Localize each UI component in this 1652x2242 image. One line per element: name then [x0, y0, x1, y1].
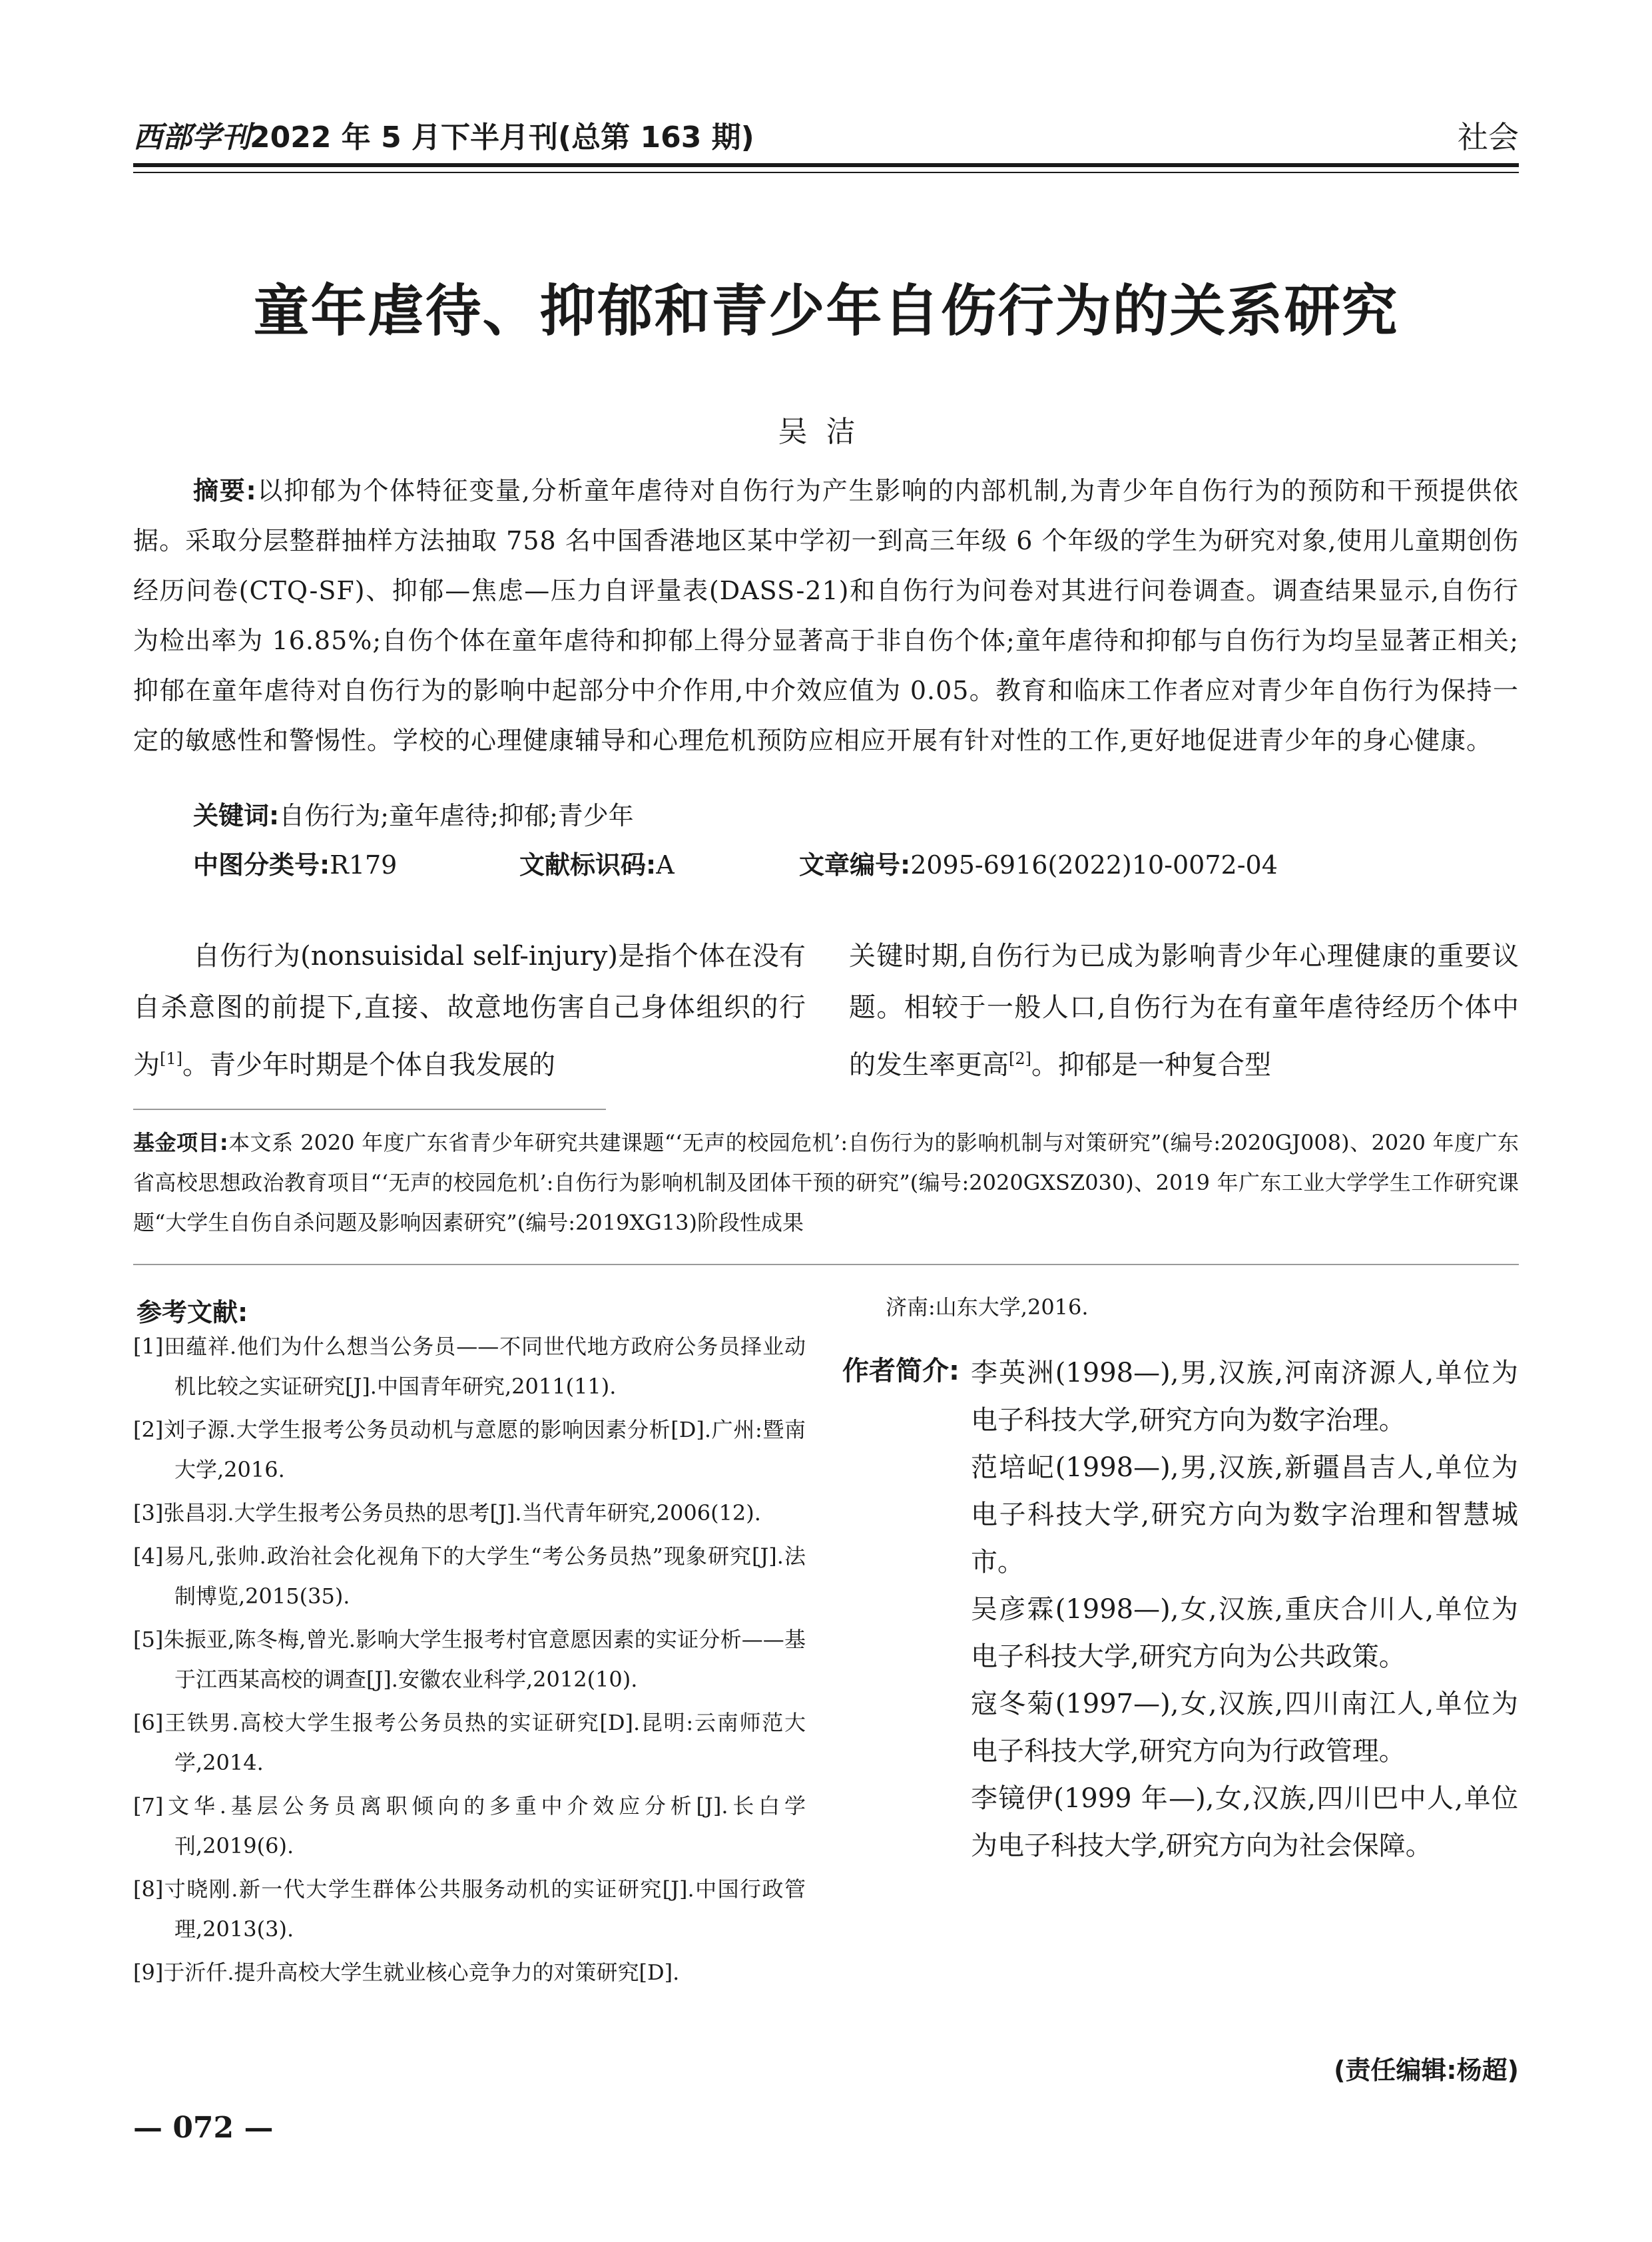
- article-no-value: 2095-6916(2022)10-0072-04: [910, 850, 1278, 880]
- author-bio: 李英洲(1998—),男,汉族,河南济源人,单位为电子科技大学,研究方向为数字治理。: [971, 1358, 1518, 1436]
- reference-item: [7]文华.基层公务员离职倾向的多重中介效应分析[J].长白学刊,2019(6).: [133, 1793, 806, 1858]
- header-rule-thick: [133, 163, 1519, 167]
- header-rule-thin: [133, 172, 1519, 173]
- author-bio: 范培屺(1998—),男,汉族,新疆昌吉人,单位为电子科技大学,研究方向为数字治理和智慧城市。: [971, 1452, 1518, 1577]
- reference-item: [5]朱振亚,陈冬梅,曾光.影响大学生报考村官意愿因素的实证分析——基于江西某高校的调查[J].安徽农业科学,2012(10).: [133, 1627, 806, 1692]
- reference-item: [8]寸晓刚.新一代大学生群体公共服务动机的实证研究[J].中国行政管理,2013(3).: [133, 1876, 806, 1942]
- references-heading: 参考文献:: [137, 1298, 248, 1327]
- classification-row: [193, 844, 1519, 884]
- abstract: [133, 466, 1519, 766]
- article-author: 吴洁: [778, 415, 874, 449]
- abstract-text: 以抑郁为个体特征变量,分析童年虐待对自伤行为产生影响的内部机制,为青少年自伤行为的预防和干预提供依据。采取分层整群抽样方法抽取 758 名中国香港地区某中学初一到高三年级 6 个年级的学生为研究对象,使用儿童期创伤经历问卷(CTQ-SF)、抑郁—焦虑—压力自评量表(DASS-21)和自伤行为问卷对其进行问卷调查。调查结果显示,自伤行为检出率为 16.85%;自伤个体在童年虐待和抑郁上得分显著高于非自伤个体;童年虐待和抑郁与自伤行为均呈显著正相关;抑郁在童年虐待对自伤行为的影响中起部分中介作用,中介效应值为 0.05。教育和临床工作者应对青少年自伤行为保持一定的敏感性和警惕性。学校的心理健康辅导和心理危机预防应相应开展有针对性的工作,更好地促进青少年的身心健康。: [133, 476, 1519, 755]
- reference-item: [4]易凡,张帅.政治社会化视角下的大学生“考公务员热”现象研究[J].法制博览,2015(35).: [133, 1543, 806, 1609]
- citation-1: [1]: [160, 1049, 182, 1068]
- clc-label: 中图分类号:: [193, 850, 330, 880]
- references-list: [133, 1326, 806, 1996]
- body-right-text-end: 。抑郁是一种复合型: [1031, 1049, 1271, 1081]
- author-bios: [971, 1350, 1518, 1870]
- citation-2: [2]: [1009, 1049, 1031, 1068]
- running-header: [133, 107, 1519, 160]
- reference-continuation: 济南:山东大学,2016.: [886, 1294, 1089, 1320]
- section-label: 社会: [1458, 119, 1519, 155]
- body-right-text: 关键时期,自伤行为已成为影响青少年心理健康的重要议题。相较于一般人口,自伤行为在有童年虐待经历个体中的发生率更高: [849, 941, 1519, 1081]
- reference-item: [6]王铁男.高校大学生报考公务员热的实证研究[D].昆明:云南师范大学,2014.: [133, 1710, 806, 1775]
- fund-text: 本文系 2020 年度广东省青少年研究共建课题“‘无声的校园危机’:自伤行为的影响机制与对策研究”(编号:2020GJ008)、2020 年度广东省高校思想政治教育项目“‘无声的校园危机’:自伤行为影响机制及团体干预的研究”(编号:2020GXSZ030)、2019 年广东工业大学学生工作研究课题“大学生自伤自杀问题及影响因素研究”(编号:2019XG13)阶段性成果: [133, 1130, 1519, 1235]
- author-bio-label: 作者简介:: [842, 1356, 960, 1386]
- clc-value: R179: [330, 850, 398, 880]
- body-column-right: [849, 931, 1519, 1091]
- fund-footnote: [133, 1123, 1519, 1243]
- body-left-text: 自伤行为(nonsuisidal self-injury)是指个体在没有自杀意图的前提下,直接、故意地伤害自己身体组织的行为: [133, 941, 806, 1081]
- author-bio: 李镜伊(1999 年—),女,汉族,四川巴中人,单位为电子科技大学,研究方向为社会保障。: [971, 1783, 1518, 1861]
- author-bio: 寇冬菊(1997—),女,汉族,四川南江人,单位为电子科技大学,研究方向为行政管理。: [971, 1689, 1518, 1767]
- responsible-editor: (责任编辑:杨超): [1334, 2056, 1519, 2085]
- abstract-label: 摘要:: [193, 476, 257, 505]
- author-bio: 吴彦霖(1998—),女,汉族,重庆合川人,单位为电子科技大学,研究方向为公共政策。: [971, 1594, 1518, 1672]
- keywords: [193, 796, 634, 836]
- keywords-label: 关键词:: [193, 801, 280, 830]
- journal-name: 西部学刊: [133, 121, 250, 154]
- article-no-label: 文章编号:: [799, 850, 911, 880]
- doc-code: [519, 844, 675, 881]
- keywords-text: 自伤行为;童年虐待;抑郁;青少年: [279, 801, 634, 830]
- reference-item: [2]刘子源.大学生报考公务员动机与意愿的影响因素分析[D].广州:暨南大学,2016.: [133, 1417, 806, 1482]
- footnote-rule: [133, 1109, 606, 1110]
- fund-label: 基金项目:: [133, 1130, 228, 1155]
- reference-item: [3]张昌羽.大学生报考公务员热的思考[J].当代青年研究,2006(12).: [133, 1500, 761, 1526]
- article-title: 童年虐待、抑郁和青少年自伤行为的关系研究: [253, 278, 1399, 344]
- reference-item: [9]于沂仟.提升高校大学生就业核心竞争力的对策研究[D].: [133, 1960, 680, 1985]
- page-number: — 072 —: [133, 2111, 274, 2145]
- issue-info: 2022 年 5 月下半月刊(总第 163 期): [250, 121, 754, 154]
- article-number: [799, 844, 1278, 881]
- doc-value: A: [656, 850, 675, 880]
- section-divider: [133, 1264, 1519, 1265]
- reference-item: [1]田蕴祥.他们为什么想当公务员——不同世代地方政府公务员择业动机比较之实证研究[J].中国青年研究,2011(11).: [133, 1334, 806, 1399]
- body-left-text-end: 。青少年时期是个体自我发展的: [182, 1049, 555, 1081]
- body-column-left: [133, 931, 806, 1091]
- clc-code: [193, 844, 397, 881]
- doc-label: 文献标识码:: [519, 850, 657, 880]
